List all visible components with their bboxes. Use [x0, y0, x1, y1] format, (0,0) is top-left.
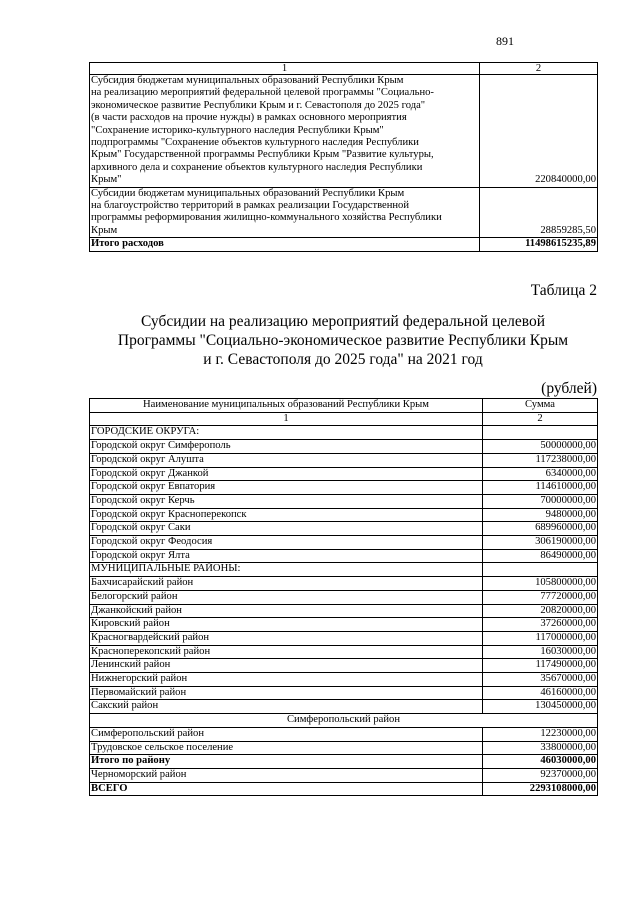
- page-number: 891: [496, 34, 514, 48]
- column-number-1: 1: [90, 412, 483, 426]
- row-value: 689960000,00: [483, 522, 598, 536]
- row-name: Городской округ Феодосия: [90, 536, 483, 550]
- grand-total-label: ВСЕГО: [90, 782, 483, 796]
- row-name: Городской округ Алушта: [90, 453, 483, 467]
- row-value: 46160000,00: [483, 686, 598, 700]
- row-name: Первомайский район: [90, 686, 483, 700]
- grand-total-value: 2293108000,00: [483, 782, 598, 796]
- total-row: [90, 238, 598, 251]
- row-name: Бахчисарайский район: [90, 577, 483, 591]
- table-row: [90, 75, 598, 188]
- row-value: [483, 563, 598, 577]
- row-value: 117238000,00: [483, 453, 598, 467]
- row-value: 33800000,00: [483, 741, 598, 755]
- row-value: 86490000,00: [483, 549, 598, 563]
- table-row: [90, 494, 598, 508]
- row-value: 20820000,00: [483, 604, 598, 618]
- row-name: Симферопольский район: [90, 727, 483, 741]
- table-row: [90, 604, 598, 618]
- row-value: 6340000,00: [483, 467, 598, 481]
- table-row: [90, 741, 598, 755]
- subtotal-label: Итого по району: [90, 755, 483, 769]
- table-row: [90, 768, 598, 782]
- table-row: [90, 645, 598, 659]
- table-row: [90, 549, 598, 563]
- table-row: [90, 577, 598, 591]
- column-header-sum: Сумма: [483, 399, 598, 413]
- row-name: Городской округ Красноперекопск: [90, 508, 483, 522]
- table-row: [90, 467, 598, 481]
- subtotal-row: [90, 755, 598, 769]
- table-row: [90, 481, 598, 495]
- row-name: Городской округ Саки: [90, 522, 483, 536]
- section-row: [90, 563, 598, 577]
- table-label: Таблица 2: [530, 282, 597, 299]
- row-value: 28859285,50: [480, 187, 598, 238]
- row-value: 12230000,00: [483, 727, 598, 741]
- column-number-2: 2: [483, 412, 598, 426]
- row-name: Сакский район: [90, 700, 483, 714]
- row-name: Городской округ Ялта: [90, 549, 483, 563]
- table-row: [90, 453, 598, 467]
- table-row: [90, 727, 598, 741]
- row-name: Белогорский район: [90, 590, 483, 604]
- row-value: 50000000,00: [483, 440, 598, 454]
- row-value: 9480000,00: [483, 508, 598, 522]
- unit-label: (рублей): [541, 380, 597, 397]
- row-name: Джанкойский район: [90, 604, 483, 618]
- row-value: 77720000,00: [483, 590, 598, 604]
- row-name: Красногвардейский район: [90, 631, 483, 645]
- row-name: Красноперекопский район: [90, 645, 483, 659]
- table-row: [90, 618, 598, 632]
- table-header-row: [90, 399, 598, 413]
- row-name: Черноморский район: [90, 768, 483, 782]
- subtotal-value: 46030000,00: [483, 755, 598, 769]
- table-title: Субсидии на реализацию мероприятий федеральной целевой Программы "Социально-экономическое развитие Республики Крым и г. Севастополя до 2025 года" на 2021 год: [117, 313, 569, 368]
- table-row: [90, 700, 598, 714]
- row-value: 37260000,00: [483, 618, 598, 632]
- row-value: 117000000,00: [483, 631, 598, 645]
- table-row: [90, 673, 598, 687]
- row-name: Кировский район: [90, 618, 483, 632]
- row-name: Городской округ Джанкой: [90, 467, 483, 481]
- table-header-numbers-row: [90, 412, 598, 426]
- row-value: [483, 426, 598, 440]
- table-header-row: [90, 63, 598, 75]
- table-row: [90, 536, 598, 550]
- table-row: [90, 590, 598, 604]
- row-name: Городской округ Симферополь: [90, 440, 483, 454]
- table-row: [90, 522, 598, 536]
- table-row: [90, 187, 598, 238]
- column-number-2: 2: [480, 63, 598, 75]
- row-name: Трудовское сельское поселение: [90, 741, 483, 755]
- subheader-label: Симферопольский район: [90, 714, 598, 728]
- table-row: [90, 440, 598, 454]
- section-row: [90, 426, 598, 440]
- row-value: 105800000,00: [483, 577, 598, 591]
- row-name: Ленинский район: [90, 659, 483, 673]
- row-name: Субсидия бюджетам муниципальных образований Республики Крым на реализацию мероприятий федеральной целевой программы "Социально- экономическое развитие Республики Крым и г. Севастополя до 2025 года" (в части расходов на прочие нужды) в рамках основного мероприятия "Сохранение историко-культурного наследия Республики Крым" подпрограммы "Сохранение объектов культурного наследия Республики Крым" Государственной программы Республики Крым "Развитие культуры, архивного дела и сохранение объектов культурного наследия Республики Крым": [90, 75, 480, 188]
- row-value: 92370000,00: [483, 768, 598, 782]
- row-name: Нижнегорский район: [90, 673, 483, 687]
- row-value: 35670000,00: [483, 673, 598, 687]
- row-name: ГОРОДСКИЕ ОКРУГА:: [90, 426, 483, 440]
- row-value: 130450000,00: [483, 700, 598, 714]
- total-label: Итого расходов: [90, 238, 480, 251]
- column-header-name: Наименование муниципальных образований Республики Крым: [90, 399, 483, 413]
- column-number-1: 1: [90, 63, 480, 75]
- expenses-table: [89, 62, 598, 252]
- row-name: МУНИЦИПАЛЬНЫЕ РАЙОНЫ:: [90, 563, 483, 577]
- row-value: 70000000,00: [483, 494, 598, 508]
- row-value: 16030000,00: [483, 645, 598, 659]
- table-row: [90, 659, 598, 673]
- grand-total-row: [90, 782, 598, 796]
- table-row: [90, 686, 598, 700]
- row-value: 220840000,00: [480, 75, 598, 188]
- subheader-row: [90, 714, 598, 728]
- row-name: Городской округ Керчь: [90, 494, 483, 508]
- row-name: Городской округ Евпатория: [90, 481, 483, 495]
- subsidies-table: [89, 398, 598, 796]
- row-name: Субсидии бюджетам муниципальных образований Республики Крым на благоустройство территорий в рамках реализации Государственной программы реформирования жилищно-коммунального хозяйства Республики Крым: [90, 187, 480, 238]
- table-row: [90, 508, 598, 522]
- row-value: 114610000,00: [483, 481, 598, 495]
- total-value: 11498615235,89: [480, 238, 598, 251]
- row-value: 306190000,00: [483, 536, 598, 550]
- row-value: 117490000,00: [483, 659, 598, 673]
- table-row: [90, 631, 598, 645]
